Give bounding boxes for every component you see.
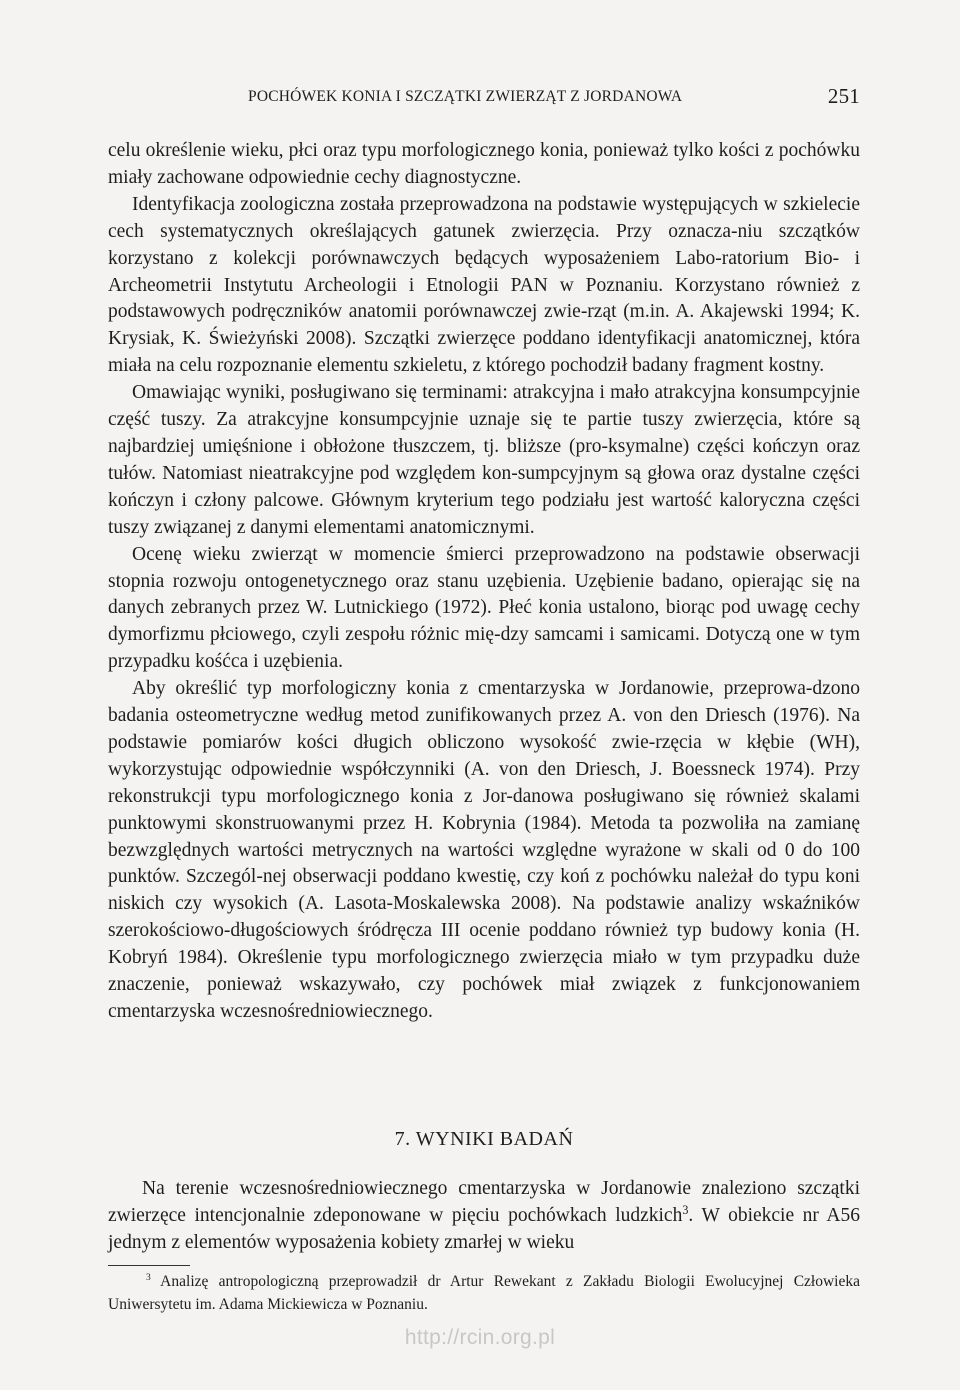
running-title: POCHÓWEK KONIA I SZCZĄTKI ZWIERZĄT Z JORDANOWA <box>248 88 683 105</box>
page-number: 251 <box>827 84 860 108</box>
footnote-reference[interactable]: 3 <box>682 1202 689 1217</box>
paragraph-age-sex: Ocenę wieku zwierząt w momencie śmierci przeprowadzono na podstawie obserwacji stopnia rozwoju ontogenetycznego oraz stanu uzębienia. Uzębienie badano, opierając się na danych zebranych przez W. Lutnickiego (1972). Płeć konia ustalono, biorąc pod uwagę cechy dymorfizmu płciowego, czyli zespołu różnic mię-dzy samcami i samicami. Dotyczą one w tym przypadku kośćca i uzębienia. <box>108 543 860 673</box>
watermark-url: http://rcin.org.pl <box>404 1326 556 1349</box>
section-text-continued: . W obiekcie nr A56 jednym z elementów wyposażenia kobiety zmarłej w wieku <box>108 1205 860 1253</box>
section-heading: 7. WYNIKI BADAŃ <box>394 1128 574 1150</box>
paragraph-morphology: Aby określić typ morfologiczny konia z cmentarzyska w Jordanowie, przeprowa-dzono badania osteometryczne według metod zunifikowanych przez A. von den Driesch (1976). Na podstawie pomiarów kości długich obliczono wysokość zwie-rzęcia w kłębie (WH), wykorzystując odpowiednie współczynniki (A. von den Driesch, J. Boessneck 1974). Przy rekonstrukcji typu morfologicznego konia z Jor-danowa posługiwano się również skalami punktowymi skonstruowanymi przez H. Kobrynia (1984). Metoda ta pozwoliła na zamianę bezwzględnych wartości metrycznych na wartości względne wyrażone w skali od 0 do 100 punktów. Szczegól-nej obserwacji poddano kwestię, czy koń z pochówku należał do typu koni niskich czy wysokich (A. Lasota-Moskalewska 2008). Na podstawie analizy wskaźników szerokościowo-długościowych śródręcza III ocenie poddano również typ budowy konia (H. Kobryń 1984). Określenie typu morfologicznego zwierzęcia miało w tym przypadku duże znaczenie, ponieważ wskazywało, czy pochówek miał związek z funkcjonowaniem cmentarzyska wczesnośredniowiecznego. <box>108 678 860 1022</box>
paragraph-continued: celu określenie wieku, płci oraz typu morfologicznego konia, ponieważ tylko kości z pochówku miały zachowane odpowiednie cechy diagnostyczne. <box>108 140 860 188</box>
footnote-marker: 3 <box>146 1272 151 1284</box>
section-body <box>108 1175 860 1256</box>
body-text <box>108 138 860 1026</box>
footnote <box>108 1270 860 1316</box>
paragraph-identification: Identyfikacja zoologiczna została przeprowadzona na podstawie występujących w szkielecie cech systematycznych określających gatunek zwierzęcia. Przy oznacza-niu szczątków korzystano z kolekcji porównawczych będących wyposażeniem Labo-ratorium Bio- i Archeometrii Instytutu Archeologii i Etnologii PAN w Poznaniu. Korzystano również z podstawowych podręczników anatomii porównawczej zwie-rząt (m.in. A. Akajewski 1994; K. Krysiak, K. Świeżyński 2008). Szczątki zwierzęce poddano identyfikacji anatomicznej, która miała na celu rozpoznanie elementu szkieletu, z którego pochodził badany fragment kostny. <box>108 193 860 377</box>
section-paragraph <box>108 1175 860 1256</box>
footnote-text: Analizę antropologiczną przeprowadził dr Artur Rewekant z Zakładu Biologii Ewolucyjnej Człowieka Uniwersytetu im. Adama Mickiewicza w Poznaniu. <box>108 1273 860 1313</box>
running-header <box>248 86 860 110</box>
section-text: Na terenie wczesnośredniowiecznego cmentarzyska w Jordanowie znaleziono szczątki zwierzęce intencjonalnie zdeponowane w pięciu pochówkach ludzkich <box>108 1178 860 1226</box>
footnote-divider <box>108 1265 190 1266</box>
paragraph-terminology: Omawiając wyniki, posługiwano się terminami: atrakcyjna i mało atrakcyjna konsumpcyjnie część tuszy. Za atrakcyjne konsumpcyjnie uznaje się te partie tuszy zwierzęcia, które są najbardziej umięśnione i obłożone tłuszczem, tj. bliższe (pro-ksymalne) części kończyn oraz tułów. Natomiast nieatrakcyjne pod względem kon-sumpcyjnym są głowa oraz dystalne części kończyn i człony palcowe. Głównym kryterium tego podziału jest wartość kaloryczna części tuszy związanej z danymi elementami anatomicznymi. <box>108 382 860 538</box>
